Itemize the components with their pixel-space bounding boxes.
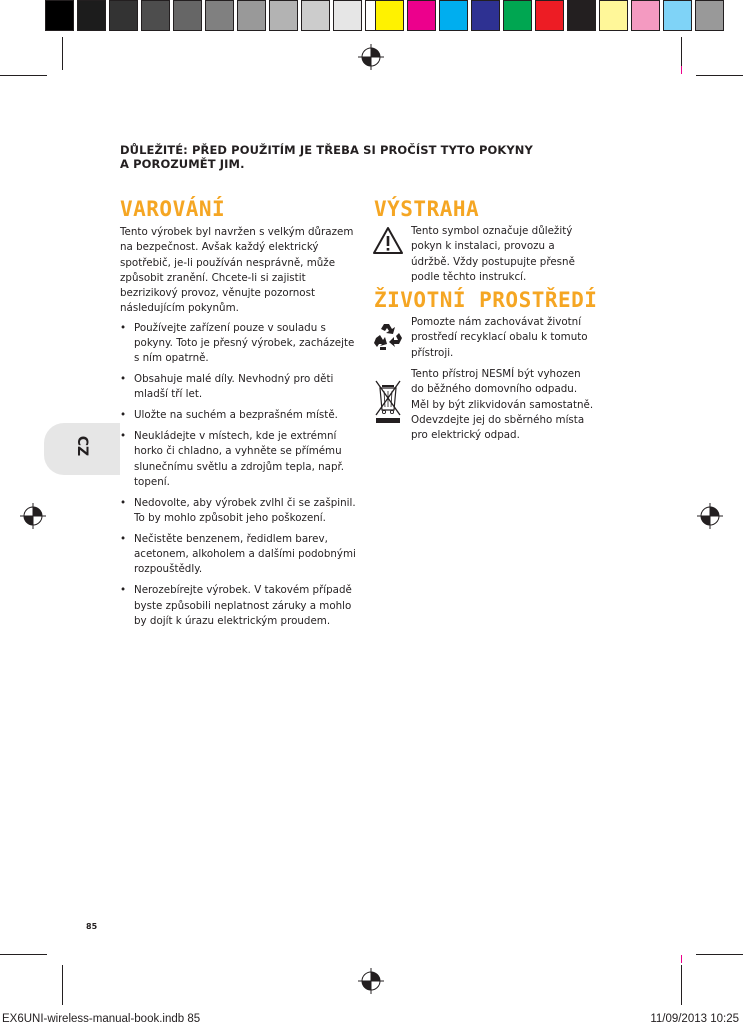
warning-heading: VAROVÁNÍ	[120, 197, 226, 221]
crossed-bin-icon	[373, 377, 403, 425]
gray-swatch	[333, 0, 362, 31]
important-notice	[120, 143, 540, 171]
caution-heading: VÝSTRAHA	[374, 197, 480, 221]
page-number: 85	[86, 922, 98, 931]
grayscale-color-bar	[45, 0, 397, 31]
color-swatch	[567, 0, 596, 31]
crop-mark	[681, 965, 682, 1005]
color-swatch	[471, 0, 500, 31]
gray-swatch	[141, 0, 170, 31]
crop-mark	[0, 954, 47, 955]
language-tab-label: CZ	[74, 435, 90, 457]
crop-mark	[696, 75, 743, 76]
list-item: • Obsahuje malé díly. Nevhodný pro děti mladší tří let.	[120, 372, 360, 403]
registration-mark-icon	[20, 503, 46, 529]
crop-mark	[0, 75, 47, 76]
warning-triangle-icon	[372, 226, 404, 256]
list-item: • Nečistěte benzenem, ředidlem barev, acetonem, alkoholem a dalšími podobnými rozpouštědly.	[120, 532, 360, 578]
slug-file-name: EX6UNI-wireless-manual-book.indb 85	[2, 1013, 201, 1025]
crop-mark	[696, 954, 743, 955]
color-swatch	[599, 0, 628, 31]
crop-mark	[62, 37, 63, 70]
warning-intro: Tento výrobek byl navržen s velkým důrazem na bezpečnost. Avšak každý elektrický spotřebič, je-li používán nesprávně, může způsobit zranění. Chcete-li si zajistit bezrizikový provoz, věnujte pozornost následujícím pokynům.	[120, 226, 354, 315]
process-color-bar	[375, 0, 727, 31]
registration-mark-icon	[697, 503, 723, 529]
weee-text: Tento přístroj NESMÍ být vyhozen do běžného domovního odpadu. Měl by být zlikvidován samostatně. Odevzdejte jej do sběrného místa pro elektrický odpad.	[411, 368, 594, 442]
gray-swatch	[269, 0, 298, 31]
environment-heading: ŽIVOTNÍ PROSTŘEDÍ	[374, 288, 598, 312]
important-line1: PŘED POUŽITÍM JE TŘEBA SI PROČÍST TYTO POKYNY	[187, 143, 533, 157]
gray-swatch	[301, 0, 330, 31]
recycle-icon	[372, 321, 406, 353]
recycle-text: Pomozte nám zachovávat životní prostředí recyklací obalu k tomuto přístroji.	[411, 316, 588, 359]
list-item: • Nedovolte, aby výrobek zvlhl či se zašpinil. To by mohlo způsobit jeho poškození.	[120, 496, 360, 527]
color-swatch	[503, 0, 532, 31]
warning-list	[120, 321, 360, 629]
gray-swatch	[205, 0, 234, 31]
gray-swatch	[109, 0, 138, 31]
list-item: • Uložte na suchém a bezprašném místě.	[120, 408, 360, 423]
list-item: • Používejte zařízení pouze v souladu s pokyny. Toto je přesný výrobek, zacházejte s ním opatrně.	[120, 321, 360, 367]
registration-mark-icon	[358, 44, 384, 70]
slug-date-time: 11/09/2013 10:25	[650, 1013, 739, 1025]
color-swatch	[535, 0, 564, 31]
color-swatch	[695, 0, 724, 31]
gray-swatch	[45, 0, 74, 31]
warning-section	[120, 225, 360, 635]
list-item: • Neukládejte v místech, kde je extrémní horko či chladno, a vyhněte se přímému slunečnímu světlu a zdrojům tepla, např. topení.	[120, 429, 360, 490]
gray-swatch	[173, 0, 202, 31]
crop-mark	[62, 965, 63, 1005]
color-swatch	[631, 0, 660, 31]
registration-mark-icon	[358, 968, 384, 994]
gray-swatch	[77, 0, 106, 31]
important-line2: A POROZUMĚT JIM.	[120, 157, 245, 171]
important-lead: DŮLEŽITÉ:	[120, 143, 188, 157]
crop-mark-magenta	[681, 66, 682, 74]
gray-swatch	[237, 0, 266, 31]
color-swatch	[439, 0, 468, 31]
crop-mark-magenta	[681, 955, 682, 963]
color-swatch	[407, 0, 436, 31]
color-swatch	[375, 0, 404, 31]
caution-text: Tento symbol označuje důležitý pokyn k instalaci, provozu a údržbě. Vždy postupujte přesně podle těchto instrukcí.	[411, 225, 575, 283]
color-swatch	[663, 0, 692, 31]
list-item: • Nerozebírejte výrobek. V takovém případě byste způsobili neplatnost záruky a mohlo by dojít k úrazu elektrickým proudem.	[120, 583, 360, 629]
